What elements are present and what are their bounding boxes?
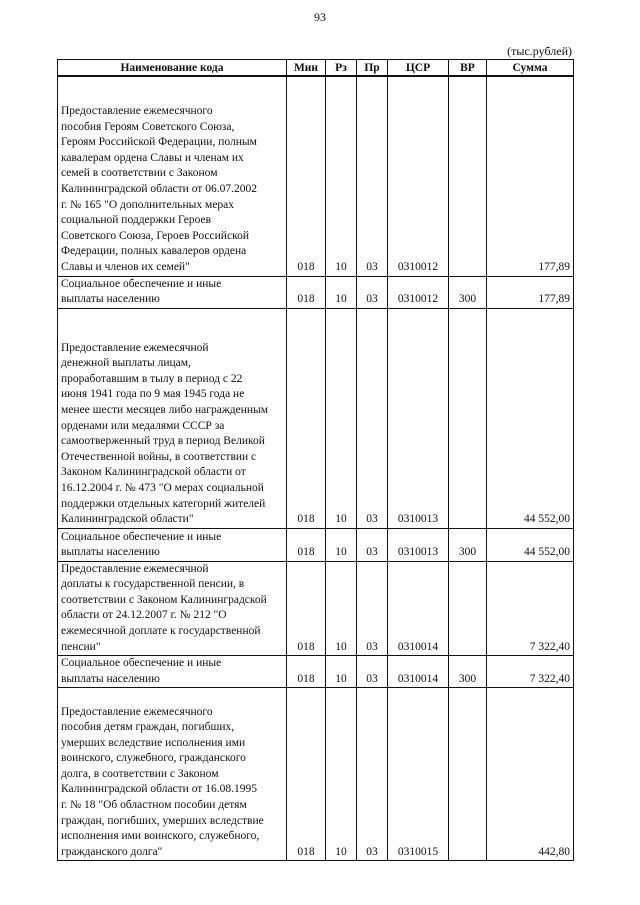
row-pr: 03 (357, 688, 388, 861)
units-label: (тыс.рублей) (507, 44, 572, 58)
row-min: 018 (287, 276, 326, 308)
row-sum: 177,89 (487, 276, 574, 308)
row-min: 018 (287, 308, 326, 528)
table-row (58, 561, 574, 656)
row-csr: 0310014 (388, 656, 449, 688)
row-sum: 442,80 (487, 688, 574, 861)
row-rz: 10 (326, 76, 357, 276)
row-csr: 0310012 (388, 276, 449, 308)
table-row (58, 528, 574, 561)
page-number: 93 (314, 10, 326, 24)
row-rz: 10 (326, 308, 357, 528)
row-pr: 03 (357, 76, 388, 276)
row-csr: 0310013 (388, 308, 449, 528)
row-pr: 03 (357, 528, 388, 561)
row-vr: 300 (449, 276, 487, 308)
row-name (58, 308, 287, 528)
row-min: 018 (287, 561, 326, 656)
row-pr: 03 (357, 276, 388, 308)
row-sum: 7 322,40 (487, 561, 574, 656)
row-min: 018 (287, 76, 326, 276)
row-csr: 0310012 (388, 76, 449, 276)
row-vr: 300 (449, 528, 487, 561)
table-row (58, 308, 574, 528)
row-vr: 300 (449, 656, 487, 688)
row-name (58, 276, 287, 308)
row-name-text: Социальное обеспечение и иные выплаты населению (61, 530, 222, 559)
row-pr: 03 (357, 561, 388, 656)
row-rz: 10 (326, 528, 357, 561)
row-min: 018 (287, 528, 326, 561)
row-rz: 10 (326, 276, 357, 308)
row-pr: 03 (357, 656, 388, 688)
row-rz: 10 (326, 688, 357, 861)
row-csr: 0310013 (388, 528, 449, 561)
row-name-text: Предоставление ежемесячной денежной выплаты лицам, проработавшим в тылу в период с 22 июня 1941 года по 9 мая 1945 года не менее шести месяцев либо награжденным орденами или медалями СССР за самоотверженный труд в период Великой Отечественной войны, в соответствии с Законом Калининградской области от 16.12.2004 г. № 473 "О мерах социальной поддержки отдельных категорий жителей Калининградской области" (61, 341, 269, 526)
header-pr: Пр (357, 60, 388, 77)
header-min: Мин (287, 60, 326, 77)
header-csr: ЦСР (388, 60, 449, 77)
row-vr (449, 308, 487, 528)
row-name-text: Предоставление ежемесячного пособия детям граждан, погибших, умерших вследствие исполнения ими воинского, служебного, гражданского долга, в соответствии с Законом Калининградской области от 16.08.1995 г. № 18 "Об областном пособии детям граждан, погибших, умерших вследствие исполнения ими воинского, служебного, гражданского долга" (61, 705, 264, 858)
header-vr: ВР (449, 60, 487, 77)
row-name (58, 656, 287, 688)
row-csr: 0310014 (388, 561, 449, 656)
table-row (58, 688, 574, 861)
header-sum: Сумма (487, 60, 574, 77)
header-name: Наименование кода (58, 60, 287, 77)
row-csr: 0310015 (388, 688, 449, 861)
row-vr (449, 76, 487, 276)
row-name (58, 76, 287, 276)
row-min: 018 (287, 688, 326, 861)
row-min: 018 (287, 656, 326, 688)
row-name (58, 688, 287, 861)
row-vr (449, 561, 487, 656)
table-row (58, 276, 574, 308)
row-name (58, 561, 287, 656)
row-pr: 03 (357, 308, 388, 528)
row-name-text: Социальное обеспечение и иные выплаты населению (61, 657, 222, 685)
table-row (58, 656, 574, 688)
row-name-text: Предоставление ежемесячного пособия Героям Советского Союза, Героям Российской Федерации, полным кавалерам ордена Славы и членам их семей в соответствии с Законом Калининградской области от 06.07.2002 г. № 165 "О дополнительных мерах социальной поддержки Героев Советского Союза, Героев Российской Федерации, полных кавалеров ордена Славы и членов их семей" (61, 104, 257, 273)
row-rz: 10 (326, 561, 357, 656)
row-sum: 177,89 (487, 76, 574, 276)
row-sum: 44 552,00 (487, 528, 574, 561)
row-name (58, 528, 287, 561)
budget-table (57, 59, 574, 861)
row-name-text: Социальное обеспечение и иные выплаты населению (61, 277, 222, 306)
table-header-row (58, 60, 574, 77)
table-row (58, 76, 574, 276)
row-name-text: Предоставление ежемесячной доплаты к государственной пенсии, в соответствии с Законом Калининградской области от 24.12.2007 г. № 212 "О ежемесячной доплате к государственной пенсии" (61, 562, 267, 653)
row-rz: 10 (326, 656, 357, 688)
row-sum: 44 552,00 (487, 308, 574, 528)
row-sum: 7 322,40 (487, 656, 574, 688)
row-vr (449, 688, 487, 861)
header-rz: Рз (326, 60, 357, 77)
